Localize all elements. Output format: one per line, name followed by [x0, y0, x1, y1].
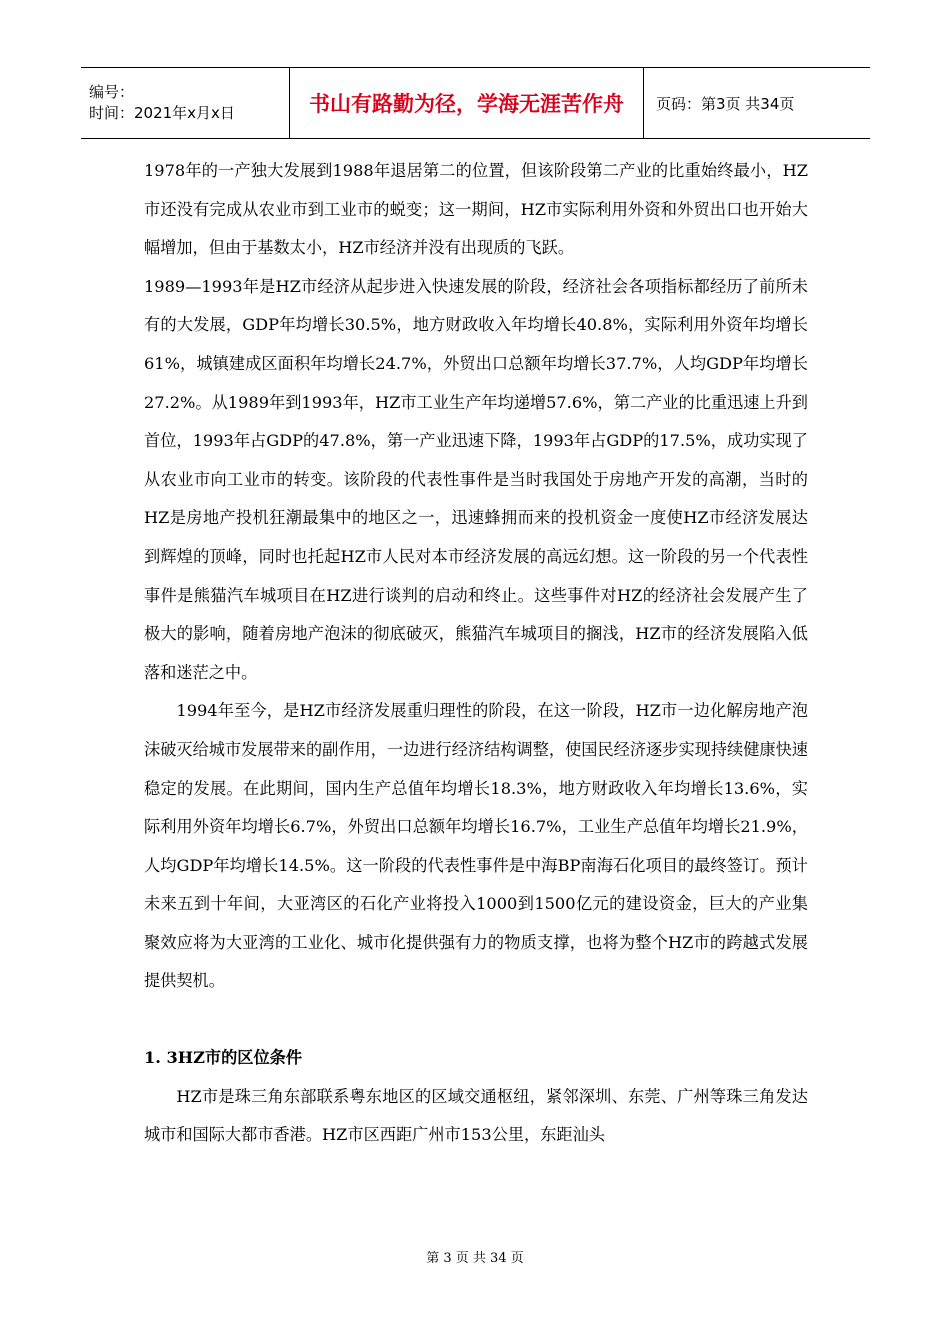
header-motto: 书山有路勤为径，学海无涯苦作舟 — [289, 68, 644, 138]
document-number-label: 编号： — [89, 83, 135, 101]
document-body — [144, 152, 808, 1155]
document-date: 时间：2021年x月x日 — [89, 104, 235, 122]
page-footer: 第 3 页 共 34 页 — [426, 1251, 524, 1266]
header-page-info: 页码：第3页 共34页 — [656, 94, 795, 113]
body-paragraph: HZ市是珠三角东部联系粤东地区的区域交通枢纽，紧邻深圳、东莞、广州等珠三角发达城市和国际大都市香港。HZ市区西距广州市153公里，东距汕头 — [144, 1086, 808, 1145]
header-meta — [81, 68, 289, 138]
body-paragraph: 1994年至今，是HZ市经济发展重归理性的阶段，在这一阶段，HZ市一边化解房地产泡沫破灭给城市发展带来的副作用，一边进行经济结构调整，使国民经济逐步实现持续健康快速稳定的发展。在此期间，国内生产总值年均增长18.3%，地方财政收入年均增长13.6%，实际利用外资年均增长6.7%，外贸出口总额年均增长16.7%，工业生产总值年均增长21.9%，人均GDP年均增长14.5%。这一阶段的代表性事件是中海BP南海石化项目的最终签订。预计未来五到十年间，大亚湾区的石化产业将投入1000到1500亿元的建设资金，巨大的产业集聚效应将为大亚湾的工业化、城市化提供强有力的物质支撑，也将为整个HZ市的跨越式发展提供契机。 — [144, 701, 808, 991]
body-paragraph: 1989—1993年是HZ市经济从起步进入快速发展的阶段，经济社会各项指标都经历了前所未有的大发展，GDP年均增长30.5%，地方财政收入年均增长40.8%，实际利用外资年均增长61%，城镇建成区面积年均增长24.7%，外贸出口总额年均增长37.7%，人均GDP年均增长27.2%。从1989年到1993年，HZ市工业生产年均递增57.6%，第二产业的比重迅速上升到首位，1993年占GDP的47.8%，第一产业迅速下降，1993年占GDP的17.5%，成功实现了从农业市向工业市的转变。该阶段的代表性事件是当时我国处于房地产开发的高潮，当时的HZ是房地产投机狂潮最集中的地区之一，迅速蜂拥而来的投机资金一度使HZ市经济发展达到辉煌的顶峰，同时也托起HZ市人民对本市经济发展的高远幻想。这一阶段的另一个代表性事件是熊猫汽车城项目在HZ进行谈判的启动和终止。这些事件对HZ的经济社会发展产生了极大的影响，随着房地产泡沫的彻底破灭，熊猫汽车城项目的搁浅，HZ市的经济发展陷入低落和迷茫之中。 — [144, 276, 808, 682]
page-header — [81, 67, 870, 139]
section-heading: 1. 3HZ市的区位条件 — [144, 1048, 303, 1068]
body-paragraph: 1978年的一产独大发展到1988年退居第二的位置，但该阶段第二产业的比重始终最小，HZ市还没有完成从农业市到工业市的蜕变；这一期间，HZ市实际利用外资和外贸出口也开始大幅增加，但由于基数太小，HZ市经济并没有出现质的飞跃。 — [144, 161, 808, 258]
